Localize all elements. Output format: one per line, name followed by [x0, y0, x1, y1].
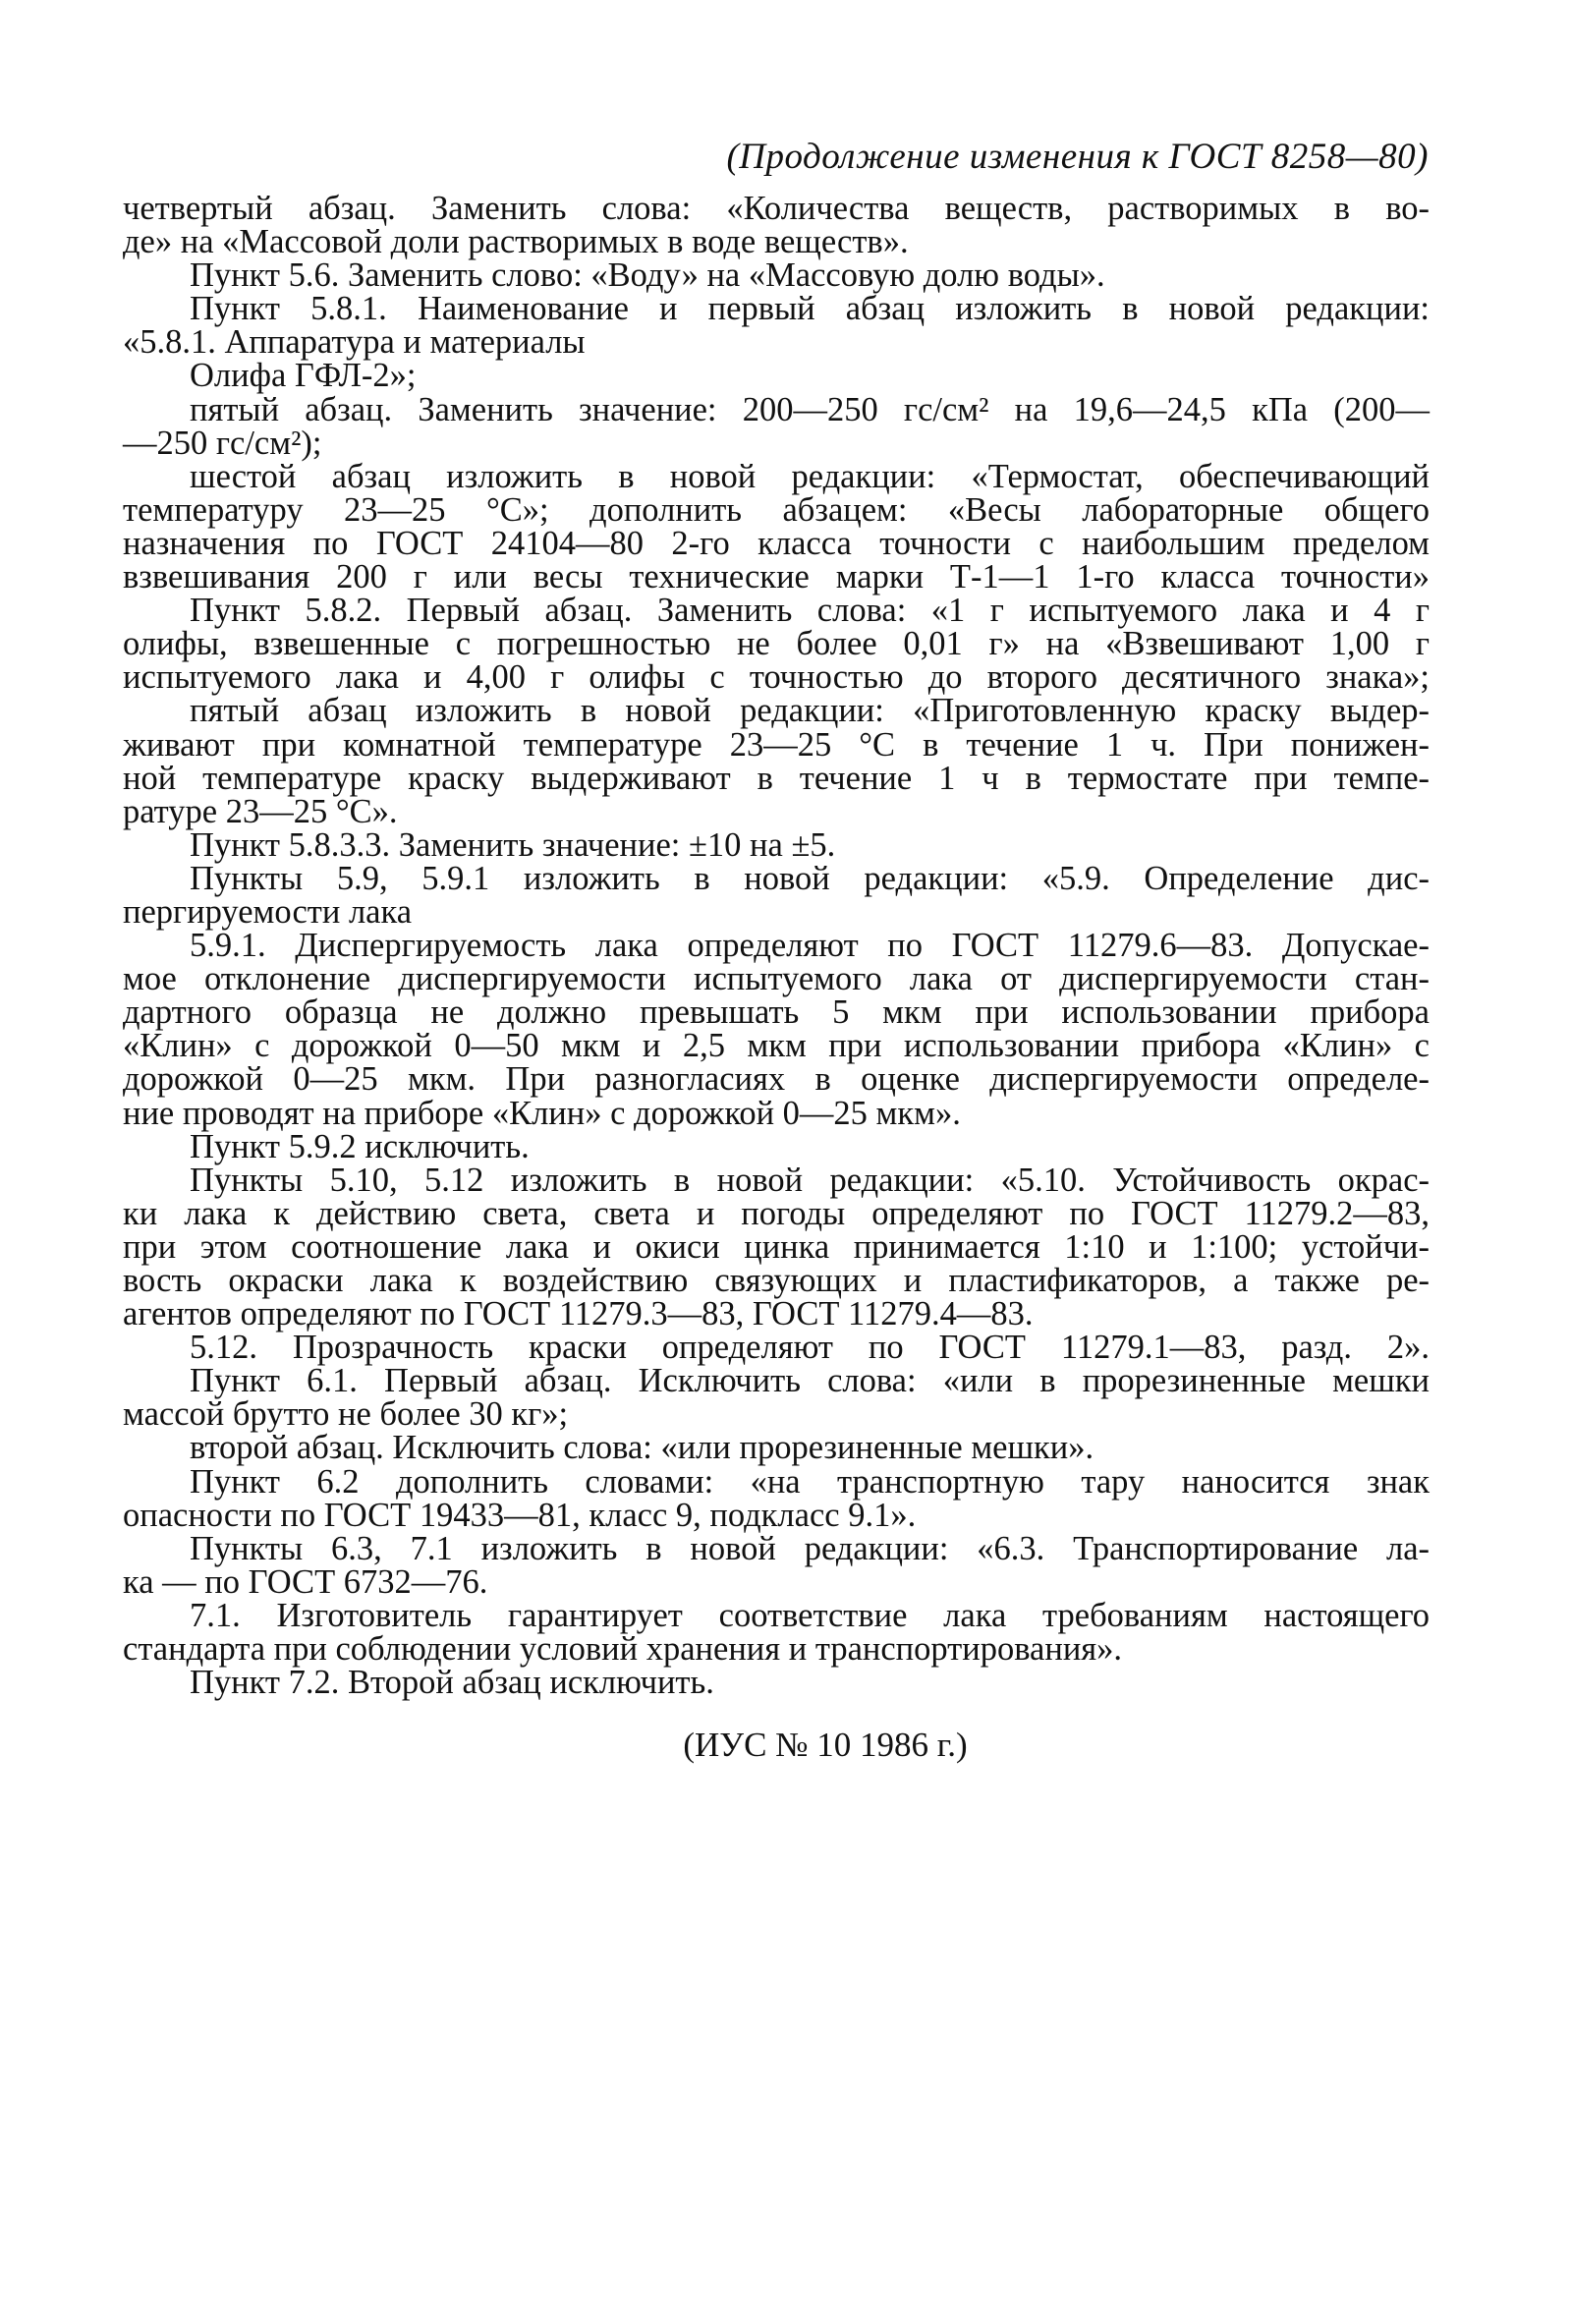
text-line: шестой абзац изложить в новой редакции: «Термостат, обеспечивающий — [190, 457, 1430, 495]
text-line: взвешивания 200 г или весы технические марки Т-1—1 1-го класса точности» — [123, 558, 1430, 596]
text-line: мое отклонение диспергируемости испытуемого лака от диспергируемости стан- — [123, 960, 1430, 998]
text-line: Пункт 5.6. Заменить слово: «Воду» на «Массовую долю воды». — [190, 256, 1105, 295]
text-line: дартного образца не должно превышать 5 мкм при использовании прибора — [123, 993, 1430, 1032]
text-line: испытуемого лака и 4,00 г олифы с точностью до второго десятичного знака»; — [123, 658, 1430, 697]
text-line: Пункт 7.2. Второй абзац исключить. — [190, 1664, 714, 1702]
text-line: Пункт 5.9.2 исключить. — [190, 1127, 530, 1165]
text-line: 5.9.1. Диспергируемость лака определяют по ГОСТ 11279.6—83. Допускае- — [190, 927, 1430, 965]
text-line: Пункты 6.3, 7.1 изложить в новой редакции: «6.3. Транспортирование ла- — [190, 1529, 1430, 1567]
text-line: при этом соотношение лака и окиси цинка принимается 1:10 и 1:100; устойчи- — [123, 1227, 1430, 1266]
text-line: назначения по ГОСТ 24104—80 2-го класса точности с наибольшим пределом — [123, 524, 1430, 562]
text-line: дорожкой 0—25 мкм. При разногласиях в оценке диспергируемости определе- — [123, 1060, 1430, 1099]
publication-footer: (ИУС № 10 1986 г.) — [683, 1726, 968, 1765]
text-line: «5.8.1. Аппаратура и материалы — [123, 323, 586, 362]
text-line: агентов определяют по ГОСТ 11279.3—83, ГОСТ 11279.4—83. — [123, 1295, 1034, 1333]
text-line: четвертый абзац. Заменить слова: «Количества веществ, растворимых в во- — [123, 190, 1430, 227]
text-line: опасности по ГОСТ 19433—81, класс 9, подкласс 9.1». — [123, 1496, 917, 1534]
text-line: ратуре 23—25 °С». — [123, 792, 398, 830]
text-line: де» на «Массовой доли растворимых в воде веществ». — [123, 223, 909, 261]
text-line: ка — по ГОСТ 6732—76. — [123, 1562, 488, 1601]
continuation-header: (Продолжение изменения к ГОСТ 8258—80) — [726, 137, 1429, 177]
text-line: 5.12. Прозрачность краски определяют по ГОСТ 11279.1—83, разд. 2». — [190, 1329, 1430, 1367]
text-line: Пункт 5.8.1. Наименование и первый абзац изложить в новой редакции: — [190, 290, 1430, 328]
text-line: массой брутто не более 30 кг»; — [123, 1395, 569, 1434]
text-line: Пункт 5.8.3.3. Заменить значение: ±10 на ±5. — [190, 825, 836, 864]
text-lines — [123, 190, 1430, 1702]
text-line: пятый абзац изложить в новой редакции: «Приготовленную краску выдер- — [190, 692, 1430, 730]
text-line: Олифа ГФЛ-2»; — [190, 357, 417, 395]
text-line: пятый абзац. Заменить значение: 200—250 гс/см² на 19,6—24,5 кПа (200— — [190, 390, 1430, 428]
text-line: ной температуре краску выдерживают в течение 1 ч в термостате при темпе- — [123, 759, 1430, 797]
text-line: олифы, взвешенные с погрешностью не более 0,01 г» на «Взвешивают 1,00 г — [123, 625, 1430, 663]
text-line: второй абзац. Исключить слова: «или прорезиненные мешки». — [190, 1429, 1094, 1467]
text-line: Пункт 6.1. Первый абзац. Исключить слова: «или в прорезиненные мешки — [190, 1362, 1430, 1400]
text-line: —250 гс/см²); — [123, 424, 322, 462]
text-line: «Клин» с дорожкой 0—50 мкм и 2,5 мкм при использовании прибора «Клин» с — [123, 1027, 1430, 1065]
text-line: вость окраски лака к воздействию связующих и пластификаторов, а также ре- — [123, 1262, 1430, 1299]
text-line: живают при комнатной температуре 23—25 °С в течение 1 ч. При понижен- — [123, 725, 1430, 764]
text-line: ние проводят на приборе «Клин» с дорожкой 0—25 мкм». — [123, 1094, 961, 1132]
text-line: Пункт 5.8.2. Первый абзац. Заменить слова: «1 г испытуемого лака и 4 г — [190, 592, 1430, 630]
text-line: ки лака к действию света, света и погоды определяют по ГОСТ 11279.2—83, — [123, 1194, 1430, 1232]
text-line: Пункты 5.9, 5.9.1 изложить в новой редакции: «5.9. Определение дис- — [190, 859, 1430, 897]
text-line: 7.1. Изготовитель гарантирует соответствие лака требованиям настоящего — [190, 1596, 1430, 1634]
text-line: Пункт 6.2 дополнить словами: «на транспортную тару наносится знак — [190, 1462, 1430, 1501]
text-line: пергируемости лака — [123, 892, 413, 931]
amendment-body — [123, 190, 1430, 1765]
text-line: стандарта при соблюдении условий хранения и транспортирования». — [123, 1630, 1123, 1669]
text-line: Пункты 5.10, 5.12 изложить в новой редакции: «5.10. Устойчивость окрас- — [190, 1161, 1430, 1199]
text-line: температуру 23—25 °С»; дополнить абзацем: «Весы лабораторные общего — [123, 490, 1430, 529]
